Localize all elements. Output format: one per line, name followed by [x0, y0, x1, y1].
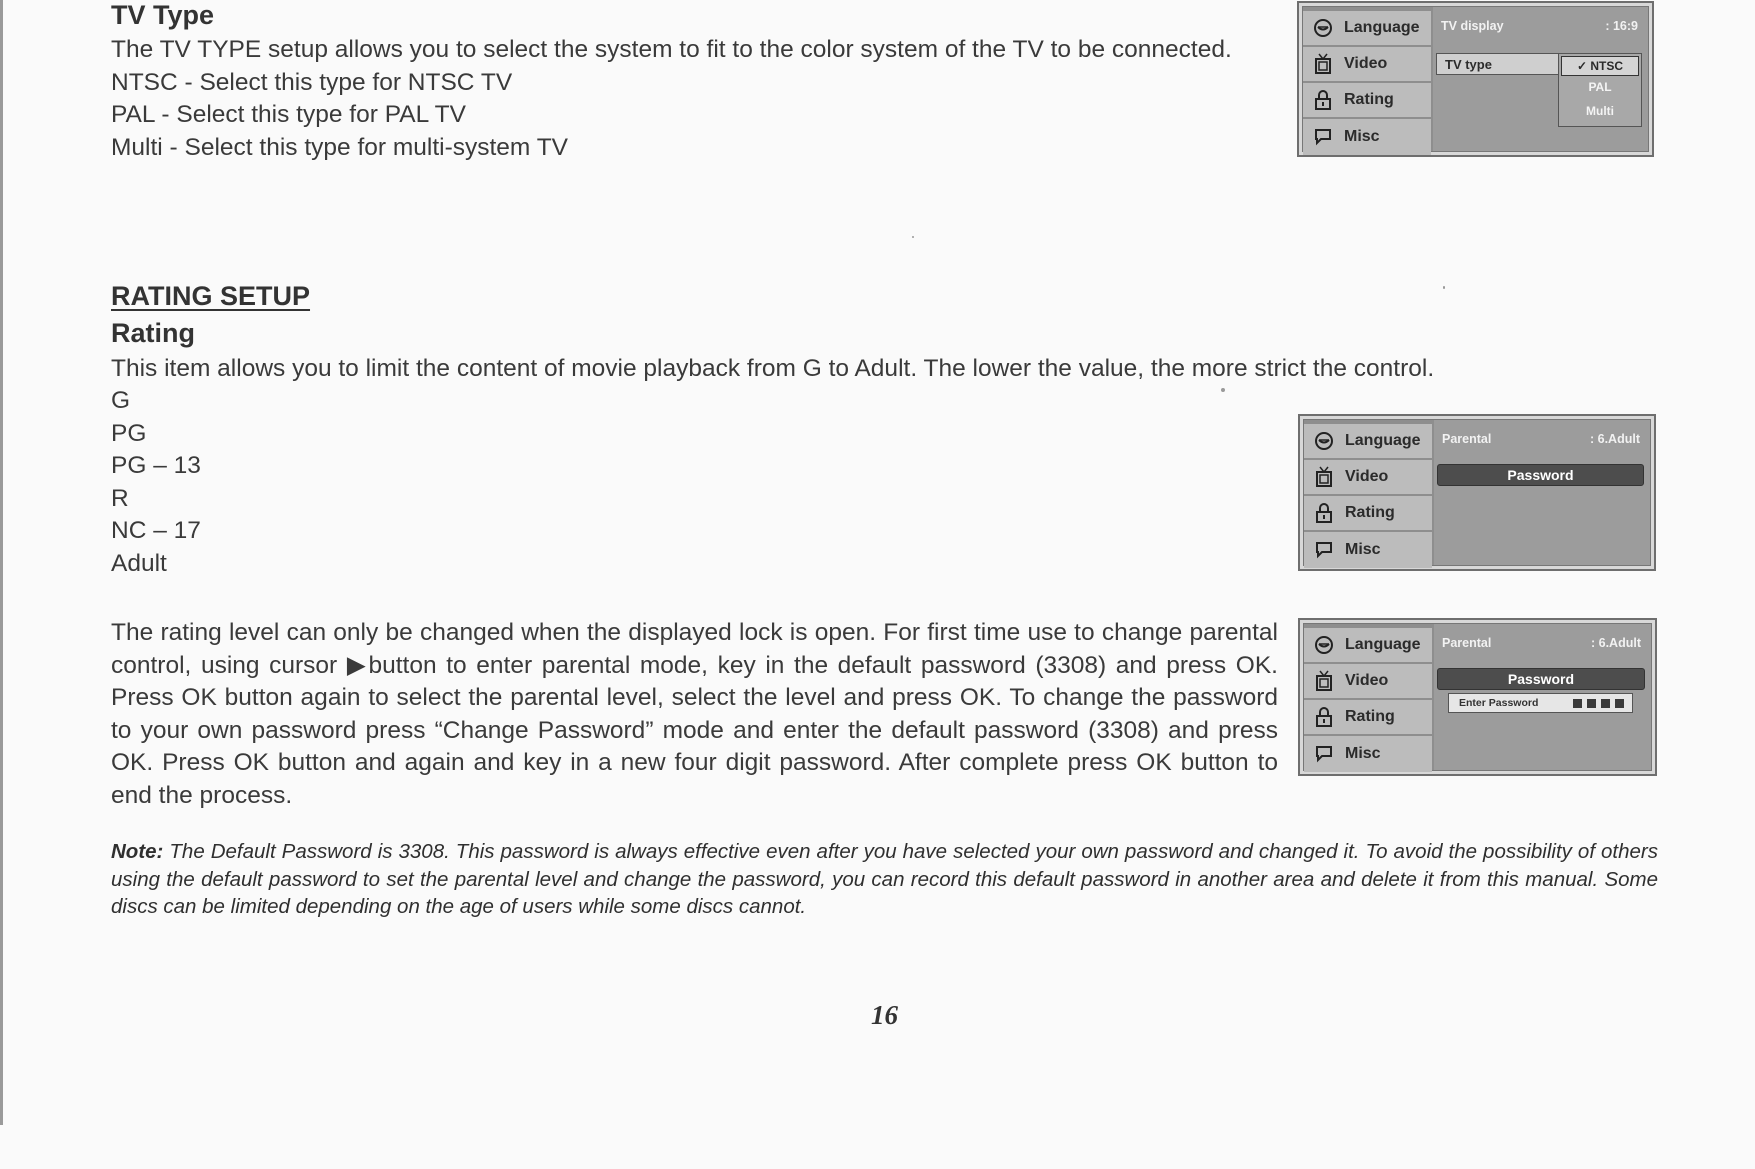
language-icon — [1311, 634, 1337, 656]
tv-type-line: Multi - Select this type for multi-system TV — [111, 133, 568, 161]
osd-field-label: TV type — [1445, 57, 1492, 72]
rating-intro: This item allows you to limit the content of movie playback from G to Adult. The lower the value, the more strict the control. — [111, 355, 1435, 382]
osd-header-value: : 6.Adult — [1591, 636, 1641, 650]
osd-menu-label: Misc — [1345, 541, 1381, 558]
rating-level: NC – 17 — [111, 517, 201, 544]
osd-header-key: Parental — [1442, 432, 1492, 446]
tv-type-text — [111, 34, 1232, 164]
rating-level: PG — [111, 419, 147, 447]
osd-menu-label: Rating — [1345, 504, 1395, 521]
osd-menu — [1303, 7, 1431, 151]
osd-option-multi: Multi — [1586, 104, 1614, 118]
osd-menu-label: Video — [1344, 55, 1388, 72]
osd-content — [1434, 420, 1650, 565]
scan-speck — [912, 236, 914, 238]
osd-menu-label: Rating — [1345, 708, 1395, 725]
osd-menu-item-misc — [1303, 119, 1431, 155]
osd-menu-label: Language — [1345, 432, 1421, 449]
osd-header — [1433, 9, 1648, 41]
osd-menu-item-video — [1304, 664, 1432, 700]
tv-type-line: The TV TYPE setup allows you to select the system to fit to the color system of the TV to be connected. — [111, 36, 1232, 63]
osd-menu-item-language — [1303, 11, 1431, 47]
lock-icon — [1310, 89, 1336, 111]
osd-enter-password-label: Enter Password — [1459, 697, 1539, 709]
language-icon — [1310, 17, 1336, 39]
tv-icon — [1311, 466, 1337, 488]
osd-header-value: : 16:9 — [1605, 19, 1638, 33]
tv-icon — [1310, 53, 1336, 75]
osd-content — [1433, 7, 1648, 151]
osd-menu-item-rating — [1304, 700, 1432, 736]
osd-content — [1434, 624, 1651, 770]
osd-menu-label: Language — [1345, 636, 1421, 653]
note-label: Note: — [111, 840, 164, 863]
osd-parental-panel — [1298, 414, 1656, 571]
lock-icon — [1311, 706, 1337, 728]
osd-menu-item-video — [1303, 47, 1431, 83]
language-icon — [1311, 430, 1337, 452]
rating-levels-list — [111, 385, 201, 580]
osd-menu-item-video — [1304, 460, 1432, 496]
osd-menu-label: Misc — [1344, 128, 1380, 145]
osd-menu-item-language — [1304, 628, 1432, 664]
page-number: 16 — [871, 1000, 898, 1030]
speech-bubble-icon — [1311, 743, 1337, 765]
osd-menu-item-misc — [1304, 736, 1432, 772]
note-text: The Default Password is 3308. This password is always effective even after you have selected your own password and changed it. To avoid the possibility of others using the default password to set the parental level and change the password, you can record this default password in another area and delete it from this manual. Some discs can be limited depending on the age of users while some discs cannot. — [111, 840, 1658, 918]
page-left-edge — [0, 0, 3, 1125]
osd-frame — [1303, 623, 1652, 771]
osd-option-ntsc: ✓ NTSC — [1561, 56, 1639, 76]
rating-level: R — [111, 484, 129, 512]
scan-speck — [1443, 286, 1445, 289]
osd-frame — [1302, 6, 1649, 152]
rating-instructions: The rating level can only be changed when the displayed lock is open. For first time use to change parental control, using cursor ▶button to enter parental mode, key in the default password (3308) and press OK. Press OK button again to select the parental level, select the level and press OK. To change the password to your own password press “Change Password” mode and enter the default password (3308) and press OK. Press OK button and again and key in a new four digit password. After complete press OK button to end the process. — [111, 619, 1278, 809]
osd-frame — [1303, 419, 1651, 566]
tv-icon — [1311, 670, 1337, 692]
rating-setup-heading: RATING SETUP — [111, 281, 311, 311]
osd-enter-password-panel — [1298, 618, 1657, 776]
osd-menu-label: Video — [1345, 468, 1389, 485]
rating-heading: Rating — [111, 318, 195, 348]
tv-type-line: PAL - Select this type for PAL TV — [111, 101, 466, 128]
osd-enter-password-field — [1448, 693, 1633, 713]
osd-menu-label: Language — [1344, 19, 1420, 36]
osd-tv-type-dropdown — [1558, 53, 1642, 127]
speech-bubble-icon — [1311, 539, 1337, 561]
scan-speck — [1221, 388, 1225, 392]
osd-menu — [1304, 624, 1432, 770]
osd-menu-label: Misc — [1345, 745, 1381, 762]
osd-menu-label: Video — [1345, 672, 1389, 689]
osd-menu-item-rating — [1303, 83, 1431, 119]
osd-password-button: Password — [1437, 464, 1644, 486]
osd-header-key: TV display — [1441, 19, 1504, 33]
osd-menu-label: Rating — [1344, 91, 1394, 108]
osd-header-value: : 6.Adult — [1590, 432, 1640, 446]
rating-level: Adult — [111, 549, 167, 577]
speech-bubble-icon — [1310, 126, 1336, 148]
osd-header — [1434, 422, 1650, 454]
note-paragraph — [111, 838, 1658, 921]
tv-type-heading: TV Type — [111, 0, 215, 30]
tv-type-line: NTSC - Select this type for NTSC TV — [111, 68, 513, 96]
lock-icon — [1311, 502, 1337, 524]
osd-menu-item-rating — [1304, 496, 1432, 532]
rating-level: PG – 13 — [111, 452, 201, 479]
osd-menu-item-misc — [1304, 532, 1432, 568]
rating-level: G — [111, 387, 131, 414]
osd-tv-type-panel — [1297, 1, 1654, 157]
osd-menu — [1304, 420, 1432, 565]
osd-header — [1434, 626, 1651, 658]
osd-menu-item-language — [1304, 424, 1432, 460]
password-mask — [1568, 694, 1624, 712]
osd-header-key: Parental — [1442, 636, 1492, 650]
osd-option-pal: PAL — [1588, 80, 1612, 94]
osd-password-button: Password — [1437, 668, 1645, 690]
